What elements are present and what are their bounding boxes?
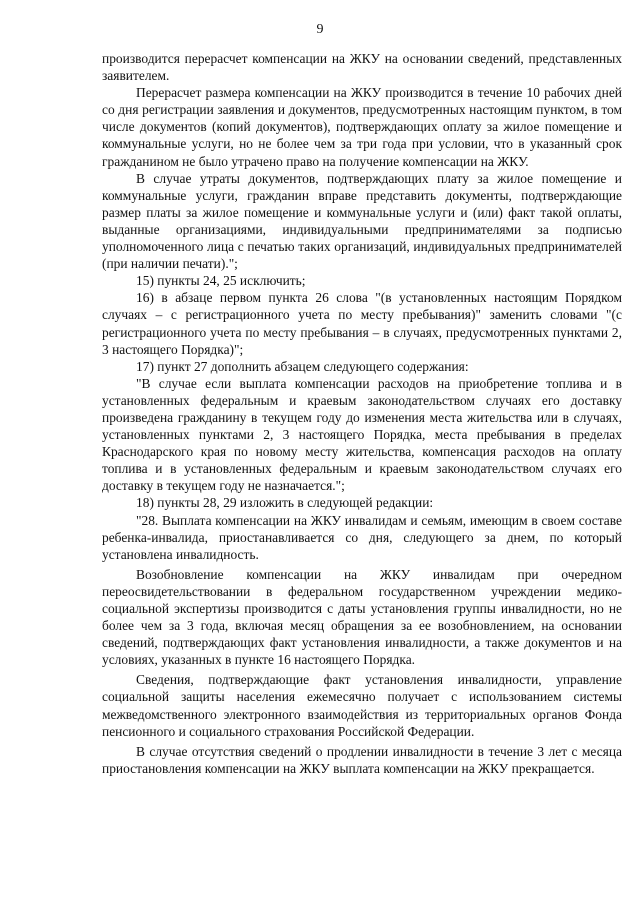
paragraph-item-16: 16) в абзаце первом пункта 26 слова "(в установленных настоящим Порядком случаях – с регистрационного учета по месту пребывания)" заменить словами "(с регистрационного учета по месту пребывания – в случаях, предусмотренных пунктами 2, 3 настоящего Порядка)"; bbox=[102, 290, 622, 357]
paragraph-item-17: 17) пункт 27 дополнить абзацем следующего содержания: bbox=[136, 358, 469, 374]
paragraph-resumption: Возобновление компенсации на ЖКУ инвалидам при очередном переосвидетельствовании в федеральном государственном учреждении медико-социальной экспертизы производится с даты установления группы инвалидности, но не более чем за 3 года, включая месяц обращения за ее возобновлением, на основании сведений, подтверждающих факт установления инвалидности, а также документов и на условиях, указанных в пункте 16 настоящего Порядка. bbox=[102, 566, 622, 668]
paragraph-continuation: производится перерасчет компенсации на ЖКУ на основании сведений, представленных заявителем. bbox=[102, 51, 622, 84]
paragraph-recalculation: Перерасчет размера компенсации на ЖКУ производится в течение 10 рабочих дней со дня регистрации заявления и документов, предусмотренных настоящим пунктом, в том числе документов (копий документов), подтверждающих оплату за жилое помещение и коммунальные услуги, но не более чем за три года при условии, что в указанный срок гражданином не было утрачено право на получение компенсации на ЖКУ. bbox=[102, 85, 622, 169]
document-body bbox=[102, 50, 622, 777]
page-number: 9 bbox=[316, 22, 324, 37]
paragraph-lost-documents: В случае утраты документов, подтверждающих плату за жилое помещение и коммунальные услуги, гражданин вправе представить документы, подтверждающие размер платы за жилое помещение и коммунальные услуги и (или) факт такой оплаты, выданные организациями, индивидуальными предпринимателями за подписью уполномоченного лица с печатью таких организаций, индивидуальных предпринимателей (при наличии печати)."; bbox=[102, 170, 622, 272]
paragraph-disability-info: Сведения, подтверждающие факт установления инвалидности, управление социальной защиты населения ежемесячно получает с использованием системы межведомственного электронного взаимодействия из территориальных органов Фонда пенсионного и социального страхования Российской Федерации. bbox=[102, 672, 622, 739]
paragraph-clause-28: "28. Выплата компенсации на ЖКУ инвалидам и семьям, имеющим в своем составе ребенка-инвалида, приостанавливается со дня, следующего за днем, по который установлена инвалидность. bbox=[102, 512, 622, 562]
paragraph-item-18: 18) пункты 28, 29 изложить в следующей редакции: bbox=[136, 495, 434, 511]
paragraph-fuel-compensation: "В случае если выплата компенсации расходов на приобретение топлива и в установленных федеральным и краевым законодательством случаях его доставку произведена гражданину в текущем году до изменения места жительства или в случаях, установленных пунктами 2, 3 настоящего Порядка, места пребывания в пределах Краснодарского края по новому месту жительства, компенсация расходов на оплату топлива и в установленных федеральным и краевым законодательством случаях его доставку в текущем году не назначается."; bbox=[102, 375, 622, 494]
paragraph-item-15: 15) пункты 24, 25 исключить; bbox=[136, 273, 306, 289]
paragraph-termination: В случае отсутствия сведений о продлении инвалидности в течение 3 лет с месяца приостановления компенсации на ЖКУ выплата компенсации на ЖКУ прекращается. bbox=[102, 743, 622, 776]
